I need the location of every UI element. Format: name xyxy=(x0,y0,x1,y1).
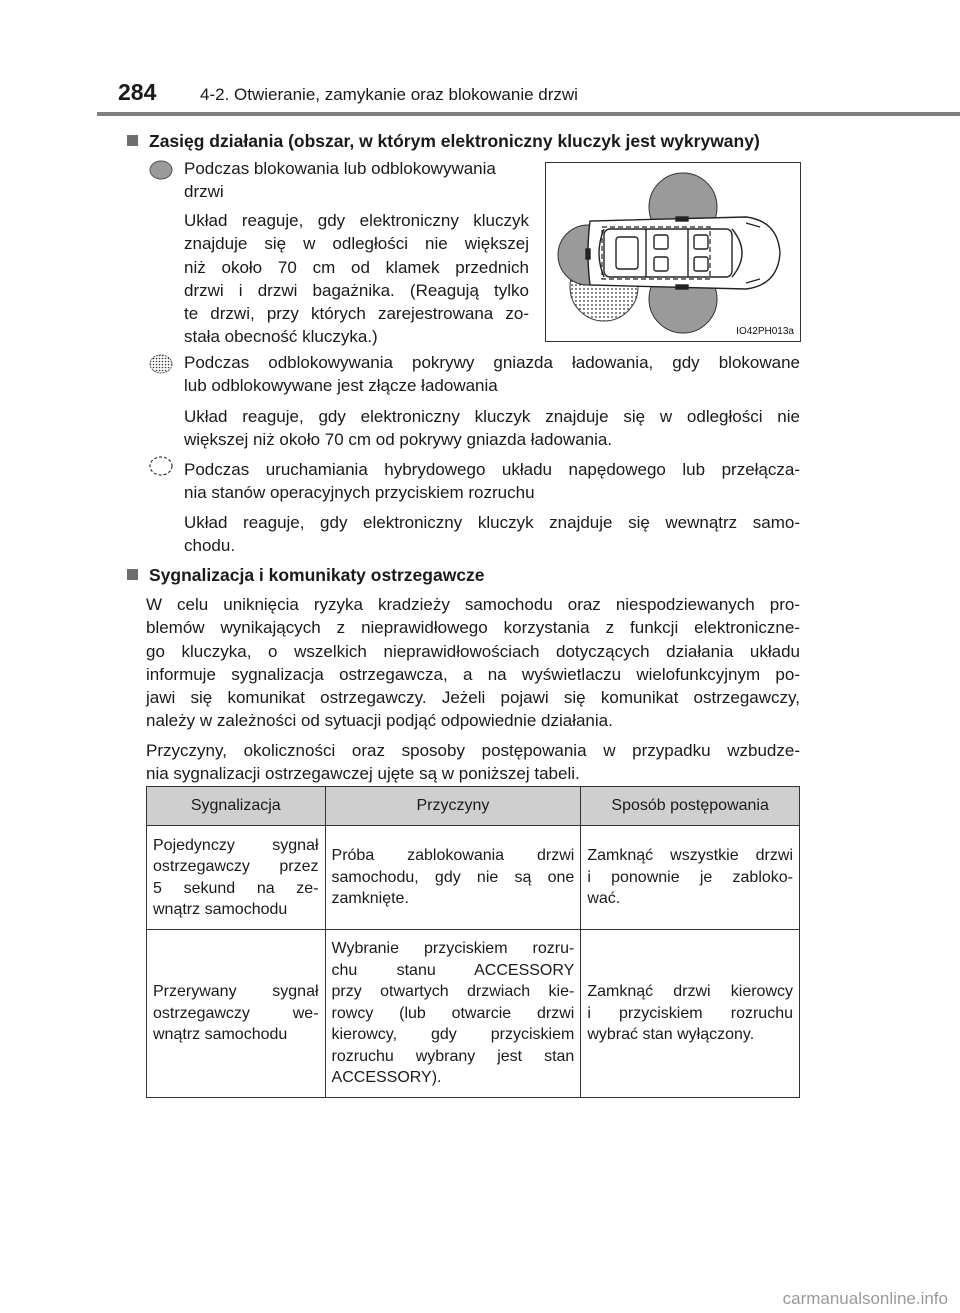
table-row xyxy=(147,930,800,1098)
section-title: 4-2. Otwieranie, zamykanie oraz blokowanie drzwi xyxy=(200,85,578,104)
square-bullet-icon xyxy=(127,569,138,580)
detection-range-figure xyxy=(545,162,801,342)
section2-heading: Sygnalizacja i komunikaty ostrzegawcze xyxy=(127,563,485,587)
signal-cell: Pojedynczy sygnał ostrzegawczy przez 5 sekund na ze- wnątrz samochodu xyxy=(147,826,326,930)
item3-body: Układ reaguje, gdy elektroniczny kluczyk znajduje się wewnątrz samo- chodu. xyxy=(184,513,800,556)
cause-cell: Wybranie przyciskiem rozru- chu stanu ACCESSORY przy otwartych drzwiach kie- rowcy (lub otwarcie drzwi kierowcy, gdy przyciskiem rozruchu wybrany jest stan ACCESSORY). xyxy=(325,930,581,1098)
table-header-row xyxy=(147,787,800,826)
watermark: carmanualsonline.info xyxy=(782,1289,948,1308)
detection-zone-dotted-icon xyxy=(149,354,173,374)
item1-body: Układ reaguje, gdy elektroniczny kluczyk znajduje się w odległości nie większej niż około 70 cm od klamek przednich drzwi i drzwi bagażnika. (Reagują tylko te drzwi, przy których zarejestrowana zo- stała obecność kluczyka.) xyxy=(184,211,529,347)
section1-heading: Zasięg działania (obszar, w którym elektroniczny kluczyk jest wykrywany) xyxy=(127,129,760,153)
square-bullet-icon xyxy=(127,135,138,146)
column-header-action: Sposób postępowania xyxy=(581,787,800,826)
item2-body: Układ reaguje, gdy elektroniczny kluczyk znajduje się w odległości nie większej niż około 70 cm od pokrywy gniazda ładowania. xyxy=(184,407,800,450)
section2-paragraph1: W celu uniknięcia ryzyka kradzieży samochodu oraz niespodziewanych pro- blemów wynikających z nieprawidłowego korzystania z funkcji elektroniczne- go kluczyka, o wszelkich nieprawidłowościach dotyczących działania układu informuje sygnalizacja ostrzegawcza, a na wyświetlaczu wielofunkcyjnym po- jawi się komunikat ostrzegawczy. Jeżeli pojawi się komunikat ostrzegawczy, należy w zależności od sytuacji podjąć odpowiednie działania. xyxy=(146,595,800,731)
car-top-view-diagram xyxy=(546,163,800,341)
item2-title: Podczas odblokowywania pokrywy gniazda ładowania, gdy blokowane lub odblokowywane jest złącze ładowania xyxy=(184,353,800,396)
section2-paragraph2: Przyczyny, okoliczności oraz sposoby postępowania w przypadku wzbudze- nia sygnalizacji ostrzegawczej ujęte są w poniższej tabeli. xyxy=(146,741,800,784)
figure-code: IO42PH013a xyxy=(736,326,794,337)
column-header-signal: Sygnalizacja xyxy=(147,787,326,826)
cause-cell: Próba zablokowania drzwi samochodu, gdy nie są one zamknięte. xyxy=(325,826,581,930)
page-number: 284 xyxy=(118,79,157,105)
item3-title: Podczas uruchamiania hybrydowego układu napędowego lub przełącza- nia stanów operacyjnych przyciskiem rozruchu xyxy=(184,460,800,503)
detection-zone-gray-icon xyxy=(149,160,173,180)
car-outline xyxy=(586,217,780,289)
header-divider xyxy=(97,112,960,116)
action-cell: Zamknąć drzwi kierowcy i przyciskiem rozruchu wybrać stan wyłączony. xyxy=(581,930,800,1098)
table-row xyxy=(147,826,800,930)
column-header-cause: Przyczyny xyxy=(325,787,581,826)
item1-title: Podczas blokowania lub odblokowywania drzwi xyxy=(184,159,496,202)
detection-zone-dashed-icon xyxy=(149,456,173,476)
warning-table xyxy=(146,786,800,1098)
signal-cell: Przerywany sygnał ostrzegawczy we- wnątrz samochodu xyxy=(147,930,326,1098)
action-cell: Zamknąć wszystkie drzwi i ponownie je zabloko- wać. xyxy=(581,826,800,930)
